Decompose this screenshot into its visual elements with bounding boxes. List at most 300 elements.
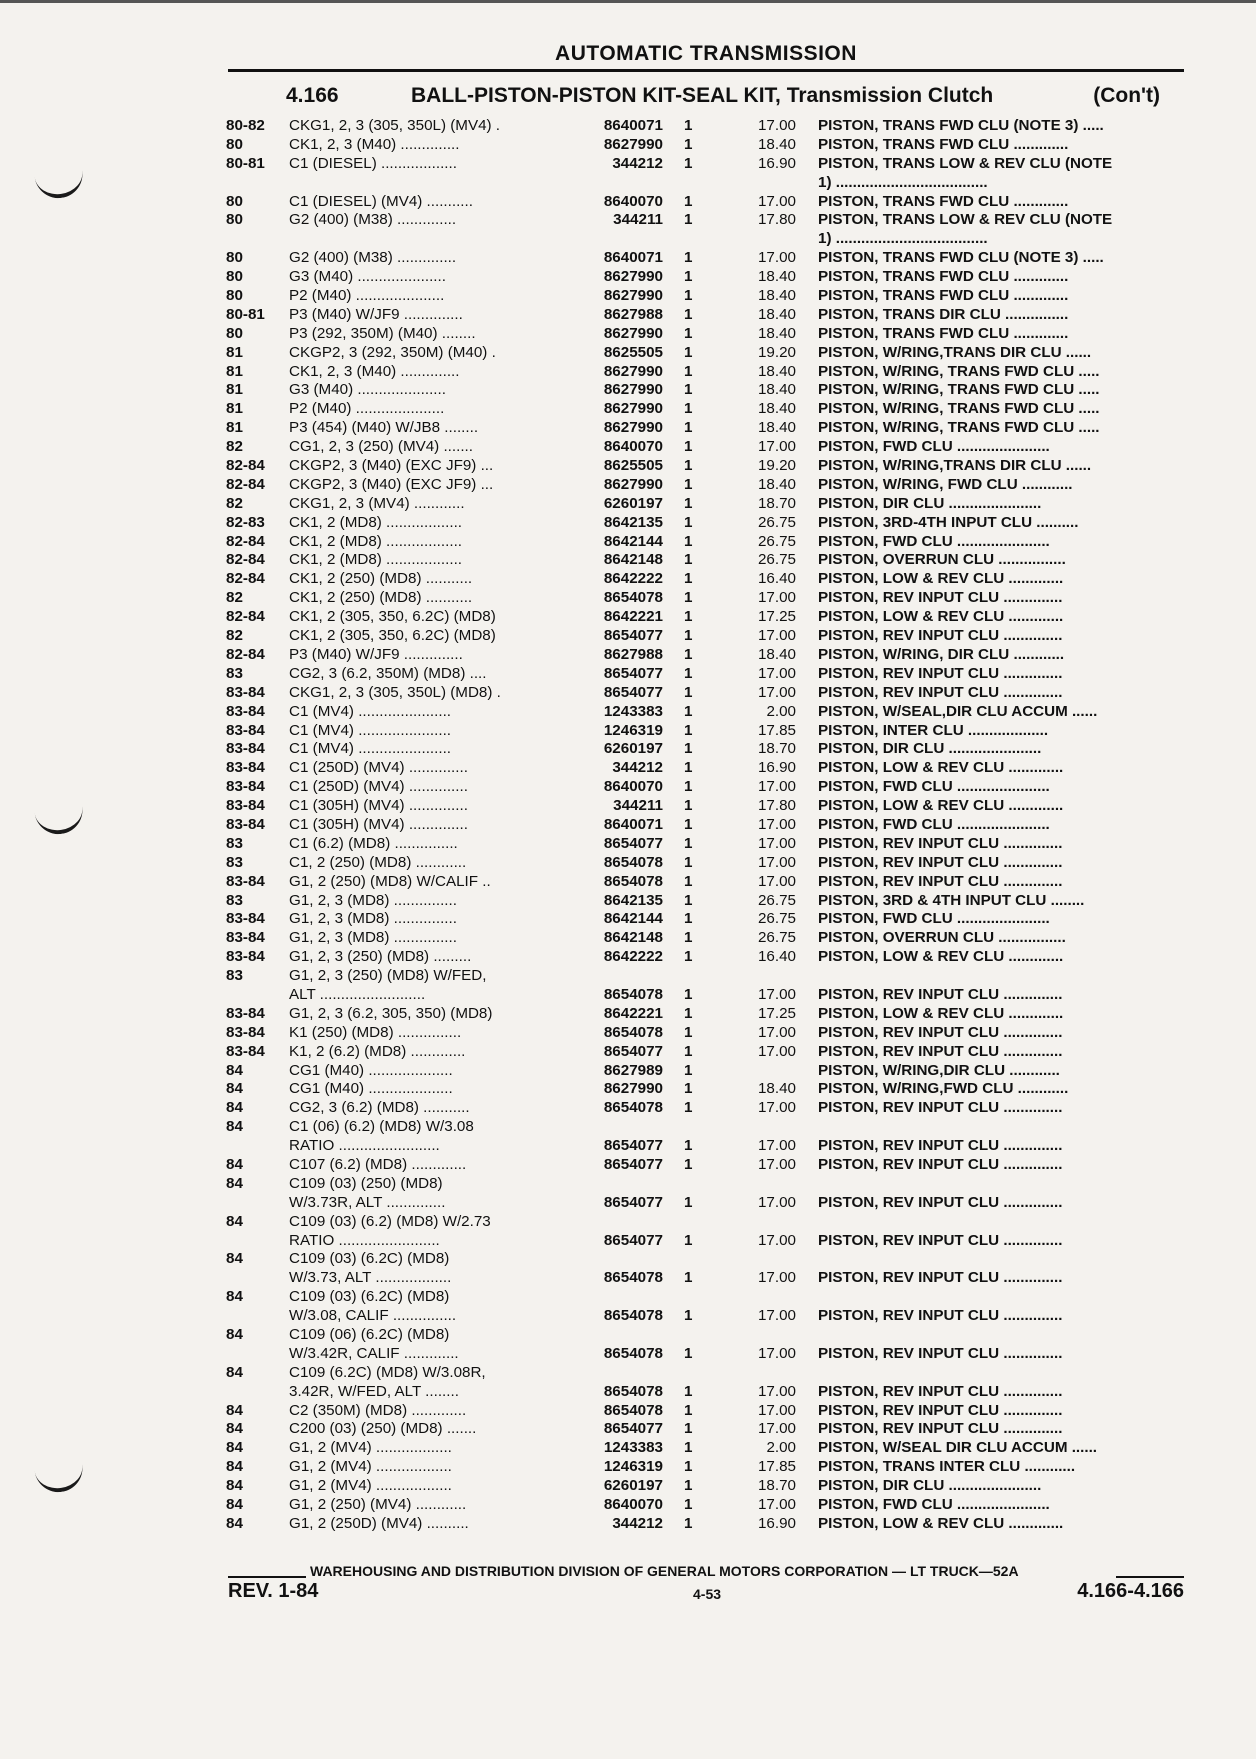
row-part-number: 344212 <box>612 759 663 777</box>
table-row <box>0 211 1256 230</box>
row-year: 83 <box>226 967 243 985</box>
row-year: 82-84 <box>226 608 265 626</box>
row-price: 17.00 <box>757 1344 796 1362</box>
row-part-number: 8654077 <box>603 683 663 701</box>
row-part-number: 8654077 <box>603 1231 663 1249</box>
table-row <box>0 646 1256 665</box>
row-price: 17.00 <box>757 834 796 852</box>
row-model: RATIO ........................ <box>289 1231 440 1249</box>
row-quantity: 1 <box>684 929 693 947</box>
row-year: 80 <box>226 249 243 267</box>
table-row <box>0 835 1256 854</box>
row-price: 17.00 <box>757 249 796 267</box>
row-quantity: 1 <box>684 834 693 852</box>
row-quantity: 1 <box>684 249 693 267</box>
row-price: 16.90 <box>757 154 796 172</box>
section-number: 4.166 <box>286 84 339 107</box>
row-year: 84 <box>226 1401 243 1419</box>
row-description: PISTON, TRANS INTER CLU ............ <box>818 1458 1076 1476</box>
row-quantity: 1 <box>684 1401 693 1419</box>
row-price: 2.00 <box>766 1439 796 1457</box>
row-price: 18.40 <box>757 475 796 493</box>
row-year: 82-84 <box>226 532 265 550</box>
row-model: P3 (292, 350M) (M40) ........ <box>289 324 476 342</box>
row-quantity: 1 <box>684 287 693 305</box>
row-quantity: 1 <box>684 381 693 399</box>
row-price: 18.40 <box>757 419 796 437</box>
table-row <box>0 1288 1256 1307</box>
row-quantity: 1 <box>684 570 693 588</box>
table-row <box>0 929 1256 948</box>
row-price: 17.00 <box>757 1420 796 1438</box>
row-part-number: 8627990 <box>603 419 663 437</box>
row-year: 82-84 <box>226 551 265 569</box>
row-model: C109 (03) (6.2) (MD8) W/2.73 <box>289 1212 491 1230</box>
row-description: PISTON, REV INPUT CLU .............. <box>818 1344 1063 1362</box>
row-year: 82-84 <box>226 645 265 663</box>
row-quantity: 1 <box>684 1420 693 1438</box>
section-title: BALL-PISTON-PISTON KIT-SEAL KIT, Transmission Clutch <box>411 84 994 107</box>
row-price: 17.25 <box>757 608 796 626</box>
row-price: 26.75 <box>757 891 796 909</box>
row-year: 82-84 <box>226 457 265 475</box>
row-year: 80-82 <box>226 117 265 134</box>
row-year: 83-84 <box>226 797 265 815</box>
row-description: PISTON, FWD CLU ...................... <box>818 910 1050 928</box>
row-price: 17.00 <box>757 438 796 456</box>
row-price: 17.00 <box>757 664 796 682</box>
row-model: C1 (305H) (MV4) .............. <box>289 797 468 815</box>
row-part-number: 8627988 <box>603 645 663 663</box>
table-row <box>0 665 1256 684</box>
row-quantity: 1 <box>684 211 693 229</box>
row-part-number: 1243383 <box>603 702 663 720</box>
row-model: G1, 2 (250) (MV4) ............ <box>289 1496 467 1514</box>
row-part-number: 8627990 <box>603 381 663 399</box>
row-part-number: 8627990 <box>603 362 663 380</box>
row-description: PISTON, TRANS FWD CLU ............. <box>818 287 1069 305</box>
row-price: 18.40 <box>757 287 796 305</box>
table-row <box>0 1345 1256 1364</box>
row-price: 2.00 <box>766 702 796 720</box>
row-description: PISTON, REV INPUT CLU .............. <box>818 664 1063 682</box>
row-part-number: 8627990 <box>603 287 663 305</box>
row-price: 17.00 <box>757 1193 796 1211</box>
row-price: 18.40 <box>757 268 796 286</box>
row-year: 80 <box>226 324 243 342</box>
row-description: PISTON, W/RING, FWD CLU ............ <box>818 475 1073 493</box>
row-quantity: 1 <box>684 948 693 966</box>
table-row <box>0 1137 1256 1156</box>
row-model: C1 (MV4) ...................... <box>289 740 452 758</box>
row-year: 83-84 <box>226 740 265 758</box>
row-part-number: 8642221 <box>603 608 663 626</box>
row-part-number: 8654077 <box>603 1420 663 1438</box>
row-part-number: 8654077 <box>603 627 663 645</box>
row-description: PISTON, W/RING,FWD CLU ............ <box>818 1080 1069 1098</box>
row-description: PISTON, REV INPUT CLU .............. <box>818 1023 1063 1041</box>
row-price: 26.75 <box>757 551 796 569</box>
row-price: 18.40 <box>757 135 796 153</box>
row-description: PISTON, TRANS FWD CLU ............. <box>818 324 1069 342</box>
row-year: 82 <box>226 494 243 512</box>
row-price: 26.75 <box>757 513 796 531</box>
table-row <box>0 1307 1256 1326</box>
row-model: CKGP2, 3 (M40) (EXC JF9) ... <box>289 457 494 475</box>
table-row <box>0 400 1256 419</box>
table-row <box>0 797 1256 816</box>
table-row <box>0 495 1256 514</box>
row-part-number: 8654078 <box>603 589 663 607</box>
row-description: PISTON, REV INPUT CLU .............. <box>818 1269 1063 1287</box>
row-year: 83-84 <box>226 929 265 947</box>
row-model: CK1, 2 (305, 350, 6.2C) (MD8) <box>289 627 496 645</box>
table-row <box>0 438 1256 457</box>
row-price: 17.00 <box>757 815 796 833</box>
row-model: CK1, 2 (250) (MD8) ........... <box>289 589 473 607</box>
table-row <box>0 1005 1256 1024</box>
row-price: 18.40 <box>757 305 796 323</box>
row-part-number: 344211 <box>613 797 663 815</box>
row-year: 81 <box>226 400 243 418</box>
row-price: 17.85 <box>757 721 796 739</box>
row-model: G1, 2, 3 (MD8) ............... <box>289 891 457 909</box>
row-part-number: 8654077 <box>603 1155 663 1173</box>
row-part-number: 1246319 <box>603 1458 663 1476</box>
row-year: 82-84 <box>226 570 265 588</box>
row-part-number: 8640070 <box>603 192 663 210</box>
row-price: 18.70 <box>757 1477 796 1495</box>
row-price: 17.25 <box>757 1004 796 1022</box>
row-part-number: 8654078 <box>603 1382 663 1400</box>
row-description: PISTON, TRANS LOW & REV CLU (NOTE <box>818 154 1113 172</box>
footer-division-text: WAREHOUSING AND DISTRIBUTION DIVISION OF GENERAL MOTORS CORPORATION — LT TRUCK—52A <box>310 1563 1019 1579</box>
table-row <box>0 325 1256 344</box>
table-row <box>0 948 1256 967</box>
row-model: P3 (M40) W/JF9 .............. <box>289 305 463 323</box>
row-quantity: 1 <box>684 608 693 626</box>
row-description: PISTON, TRANS FWD CLU ............. <box>818 192 1069 210</box>
table-row <box>0 268 1256 287</box>
row-price: 16.40 <box>757 948 796 966</box>
row-year: 80 <box>226 268 243 286</box>
row-description: PISTON, TRANS FWD CLU (NOTE 3) ..... <box>818 249 1104 267</box>
row-year: 84 <box>226 1061 243 1079</box>
row-model: P2 (M40) ..................... <box>289 400 445 418</box>
row-price: 16.40 <box>757 570 796 588</box>
row-quantity: 1 <box>684 400 693 418</box>
row-quantity: 1 <box>684 1231 693 1249</box>
row-year: 83 <box>226 834 243 852</box>
table-row <box>0 759 1256 778</box>
table-row <box>0 986 1256 1005</box>
row-part-number: 6260197 <box>603 494 663 512</box>
row-part-number: 8654078 <box>603 1401 663 1419</box>
row-model: RATIO ........................ <box>289 1137 440 1155</box>
table-row <box>0 1383 1256 1402</box>
row-year: 80 <box>226 211 243 229</box>
row-description: PISTON, LOW & REV CLU ............. <box>818 797 1064 815</box>
row-model: C109 (6.2C) (MD8) W/3.08R, <box>289 1363 486 1381</box>
row-part-number: 8642222 <box>603 570 663 588</box>
row-model: CKG1, 2, 3 (305, 350L) (MV4) . <box>289 117 501 134</box>
row-quantity: 1 <box>684 513 693 531</box>
row-year: 83-84 <box>226 1023 265 1041</box>
row-price: 26.75 <box>757 929 796 947</box>
row-model: C1 (MV4) ...................... <box>289 702 452 720</box>
row-part-number: 8642144 <box>603 910 663 928</box>
row-quantity: 1 <box>684 154 693 172</box>
row-price: 17.00 <box>757 1269 796 1287</box>
row-model: G1, 2 (MV4) .................. <box>289 1458 452 1476</box>
row-model: P3 (454) (M40) W/JB8 ........ <box>289 419 479 437</box>
row-part-number: 8642221 <box>603 1004 663 1022</box>
row-year: 84 <box>226 1477 243 1495</box>
row-description: PISTON, REV INPUT CLU .............. <box>818 1382 1063 1400</box>
row-model: K1, 2 (6.2) (MD8) ............. <box>289 1042 466 1060</box>
row-description: PISTON, REV INPUT CLU .............. <box>818 1401 1063 1419</box>
row-part-number: 8642148 <box>603 929 663 947</box>
row-price: 26.75 <box>757 532 796 550</box>
row-part-number: 1243383 <box>603 1439 663 1457</box>
row-quantity: 1 <box>684 268 693 286</box>
row-quantity: 1 <box>684 683 693 701</box>
row-quantity: 1 <box>684 1004 693 1022</box>
row-quantity: 1 <box>684 1439 693 1457</box>
row-model: G1, 2, 3 (MD8) ............... <box>289 929 457 947</box>
row-year: 82 <box>226 438 243 456</box>
table-row <box>0 193 1256 212</box>
row-part-number: 8654077 <box>603 1042 663 1060</box>
row-quantity: 1 <box>684 475 693 493</box>
row-part-number: 8640070 <box>603 438 663 456</box>
row-model: C1 (06) (6.2) (MD8) W/3.08 <box>289 1118 474 1136</box>
table-row <box>0 570 1256 589</box>
table-row <box>0 1477 1256 1496</box>
row-description: PISTON, DIR CLU ...................... <box>818 740 1042 758</box>
row-quantity: 1 <box>684 740 693 758</box>
row-model: 3.42R, W/FED, ALT ........ <box>289 1382 459 1400</box>
row-model: G1, 2, 3 (250) (MD8) ......... <box>289 948 472 966</box>
row-year: 84 <box>226 1212 243 1230</box>
table-row <box>0 873 1256 892</box>
row-model: CG2, 3 (6.2) (MD8) ........... <box>289 1099 470 1117</box>
row-quantity: 1 <box>684 324 693 342</box>
table-row <box>0 1024 1256 1043</box>
table-row <box>0 608 1256 627</box>
row-part-number: 8654078 <box>603 1269 663 1287</box>
row-price: 17.00 <box>757 778 796 796</box>
row-year: 80 <box>226 135 243 153</box>
row-model: C200 (03) (250) (MD8) ....... <box>289 1420 477 1438</box>
table-row <box>0 514 1256 533</box>
row-quantity: 1 <box>684 815 693 833</box>
row-part-number: 8640071 <box>603 249 663 267</box>
row-model: C109 (03) (250) (MD8) <box>289 1174 443 1192</box>
row-price: 17.00 <box>757 853 796 871</box>
row-description: PISTON, REV INPUT CLU .............. <box>818 853 1063 871</box>
table-row <box>0 778 1256 797</box>
table-row <box>0 967 1256 986</box>
row-model: G3 (M40) ..................... <box>289 268 446 286</box>
row-quantity: 1 <box>684 532 693 550</box>
row-part-number: 8625505 <box>603 343 663 361</box>
row-quantity: 1 <box>684 1382 693 1400</box>
row-year: 83-84 <box>226 948 265 966</box>
row-description: PISTON, LOW & REV CLU ............. <box>818 948 1064 966</box>
row-model: C107 (6.2) (MD8) ............. <box>289 1155 467 1173</box>
row-description: PISTON, LOW & REV CLU ............. <box>818 608 1064 626</box>
table-row <box>0 1458 1256 1477</box>
footer-bottom <box>228 1580 1184 1608</box>
row-quantity: 1 <box>684 702 693 720</box>
row-model: W/3.73R, ALT .............. <box>289 1193 446 1211</box>
row-price: 17.00 <box>757 1401 796 1419</box>
row-description: PISTON, FWD CLU ...................... <box>818 1496 1050 1514</box>
row-part-number: 8654078 <box>603 853 663 871</box>
row-quantity: 1 <box>684 910 693 928</box>
row-model: CK1, 2, 3 (M40) .............. <box>289 135 460 153</box>
row-model: P3 (M40) W/JF9 .............. <box>289 645 463 663</box>
row-part-number: 8654077 <box>603 834 663 852</box>
parts-list <box>0 117 1256 1534</box>
row-price: 26.75 <box>757 910 796 928</box>
row-price: 17.00 <box>757 985 796 1003</box>
row-year: 84 <box>226 1118 243 1136</box>
row-price: 18.40 <box>757 645 796 663</box>
row-quantity: 1 <box>684 1344 693 1362</box>
row-year: 84 <box>226 1099 243 1117</box>
row-description: PISTON, LOW & REV CLU ............. <box>818 759 1064 777</box>
row-part-number: 8627988 <box>603 305 663 323</box>
row-quantity: 1 <box>684 551 693 569</box>
row-model: C109 (03) (6.2C) (MD8) <box>289 1288 450 1306</box>
row-description: PISTON, FWD CLU ...................... <box>818 815 1050 833</box>
table-row <box>0 1194 1256 1213</box>
row-part-number: 8654078 <box>603 872 663 890</box>
table-row <box>0 1515 1256 1534</box>
row-price: 17.00 <box>757 627 796 645</box>
row-description: PISTON, REV INPUT CLU .............. <box>818 589 1063 607</box>
row-quantity: 1 <box>684 419 693 437</box>
row-part-number: 344212 <box>612 1514 663 1532</box>
row-description: PISTON, W/RING, TRANS FWD CLU ..... <box>818 362 1100 380</box>
page-number: 4-53 <box>693 1586 722 1602</box>
row-price: 17.00 <box>757 117 796 134</box>
row-model: G1, 2 (MV4) .................. <box>289 1439 452 1457</box>
table-row <box>0 344 1256 363</box>
row-description: PISTON, FWD CLU ...................... <box>818 532 1050 550</box>
row-year: 83-84 <box>226 702 265 720</box>
row-quantity: 1 <box>684 1099 693 1117</box>
row-description: PISTON, REV INPUT CLU .............. <box>818 1231 1063 1249</box>
row-description: PISTON, REV INPUT CLU .............. <box>818 1420 1063 1438</box>
row-part-number: 8627990 <box>603 400 663 418</box>
row-model: CKG1, 2, 3 (MV4) ............ <box>289 494 465 512</box>
table-row <box>0 230 1256 249</box>
table-row <box>0 1364 1256 1383</box>
table-row <box>0 551 1256 570</box>
row-description: PISTON, REV INPUT CLU .............. <box>818 1155 1063 1173</box>
row-description: PISTON, 3RD & 4TH INPUT CLU ........ <box>818 891 1085 909</box>
row-description: PISTON, DIR CLU ...................... <box>818 494 1042 512</box>
row-quantity: 1 <box>684 192 693 210</box>
section-range: 4.166-4.166 <box>1077 1580 1184 1602</box>
row-part-number: 344211 <box>613 211 663 229</box>
table-row <box>0 684 1256 703</box>
row-model: G3 (M40) ..................... <box>289 381 446 399</box>
row-model: W/3.42R, CALIF ............. <box>289 1344 459 1362</box>
row-quantity: 1 <box>684 1477 693 1495</box>
row-quantity: 1 <box>684 362 693 380</box>
row-description: PISTON, TRANS DIR CLU ............... <box>818 305 1069 323</box>
row-quantity: 1 <box>684 1458 693 1476</box>
table-row <box>0 174 1256 193</box>
row-quantity: 1 <box>684 872 693 890</box>
row-quantity: 1 <box>684 853 693 871</box>
row-part-number: 8627990 <box>603 268 663 286</box>
table-row <box>0 363 1256 382</box>
row-part-number: 8627990 <box>603 1080 663 1098</box>
row-quantity: 1 <box>684 1269 693 1287</box>
row-part-number: 8654078 <box>603 1307 663 1325</box>
row-description: PISTON, REV INPUT CLU .............. <box>818 1099 1063 1117</box>
row-description: PISTON, OVERRUN CLU ................ <box>818 929 1066 947</box>
table-row <box>0 1269 1256 1288</box>
row-price: 17.85 <box>757 1458 796 1476</box>
row-description: PISTON, W/RING, TRANS FWD CLU ..... <box>818 381 1100 399</box>
row-quantity: 1 <box>684 1080 693 1098</box>
row-quantity: 1 <box>684 457 693 475</box>
row-model: C109 (03) (6.2C) (MD8) <box>289 1250 450 1268</box>
row-part-number: 8627990 <box>603 324 663 342</box>
row-model: G2 (400) (M38) .............. <box>289 211 457 229</box>
row-price: 17.00 <box>757 192 796 210</box>
row-quantity: 1 <box>684 778 693 796</box>
row-quantity: 1 <box>684 494 693 512</box>
row-price: 18.40 <box>757 324 796 342</box>
row-price: 17.00 <box>757 1382 796 1400</box>
section-continued: (Con't) <box>1093 84 1160 107</box>
table-row <box>0 910 1256 929</box>
row-quantity: 1 <box>684 1496 693 1514</box>
row-description: PISTON, INTER CLU ................... <box>818 721 1049 739</box>
row-price: 18.40 <box>757 362 796 380</box>
row-year: 84 <box>226 1496 243 1514</box>
table-row <box>0 155 1256 174</box>
header-rule <box>228 69 1184 72</box>
row-part-number: 8654078 <box>603 1023 663 1041</box>
row-model: CK1, 2 (250) (MD8) ........... <box>289 570 473 588</box>
table-row <box>0 1062 1256 1081</box>
row-model: CG1 (M40) .................... <box>289 1080 453 1098</box>
table-row <box>0 1420 1256 1439</box>
row-description: PISTON, REV INPUT CLU .............. <box>818 683 1063 701</box>
row-part-number: 6260197 <box>603 1477 663 1495</box>
row-price: 17.80 <box>757 211 796 229</box>
row-part-number: 8642148 <box>603 551 663 569</box>
row-year: 83-84 <box>226 1042 265 1060</box>
row-price: 17.00 <box>757 1496 796 1514</box>
row-model: CG1, 2, 3 (250) (MV4) ....... <box>289 438 473 456</box>
row-part-number: 8642222 <box>603 948 663 966</box>
row-model: C109 (06) (6.2C) (MD8) <box>289 1326 450 1343</box>
row-model: CK1, 2 (305, 350, 6.2C) (MD8) <box>289 608 496 626</box>
row-year: 81 <box>226 362 243 380</box>
row-model: G1, 2, 3 (MD8) ............... <box>289 910 457 928</box>
row-quantity: 1 <box>684 797 693 815</box>
row-price: 19.20 <box>757 343 796 361</box>
